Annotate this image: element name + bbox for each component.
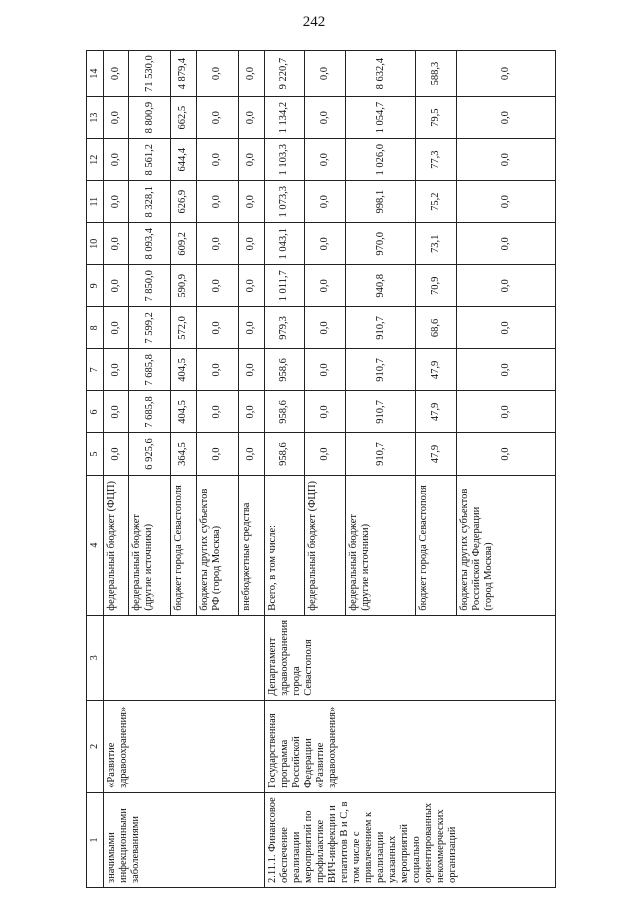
value-cell: 910,7: [346, 307, 416, 349]
group2-col2-cell: Государственная программа Российской Федерации «Развитие здравоохранения»: [264, 700, 555, 792]
value-cell: 590,9: [171, 265, 196, 307]
value-cell: 609,2: [171, 223, 196, 265]
value-cell: 958,6: [264, 391, 305, 433]
value-cell: 940,8: [346, 265, 416, 307]
value-cell: 0,0: [196, 223, 239, 265]
funding-table: [86, 50, 556, 888]
table-row: [264, 51, 305, 888]
value-cell: 0,0: [305, 139, 346, 181]
value-cell: 0,0: [305, 181, 346, 223]
value-cell: 71 530,0: [128, 51, 171, 97]
funding-source-cell: бюджет города Севастополя: [416, 475, 457, 615]
value-cell: 0,0: [103, 349, 128, 391]
value-cell: 73,1: [416, 223, 457, 265]
value-cell: 958,6: [264, 433, 305, 475]
value-cell: 0,0: [305, 307, 346, 349]
header-cell: 6: [87, 391, 104, 433]
value-cell: 1 026,0: [346, 139, 416, 181]
value-cell: 8 328,1: [128, 181, 171, 223]
header-cell: 12: [87, 139, 104, 181]
value-cell: 75,2: [416, 181, 457, 223]
value-cell: 9 220,7: [264, 51, 305, 97]
value-cell: 0,0: [196, 181, 239, 223]
value-cell: 626,9: [171, 181, 196, 223]
value-cell: 0,0: [103, 97, 128, 139]
funding-source-cell: федеральный бюджет (другие источники): [346, 475, 416, 615]
header-cell: 14: [87, 51, 104, 97]
funding-source-cell: федеральный бюджет (ФЦП): [103, 475, 128, 615]
header-cell: 3: [87, 615, 104, 700]
header-cell: 7: [87, 349, 104, 391]
funding-source-cell: федеральный бюджет (ФЦП): [305, 475, 346, 615]
value-cell: 0,0: [103, 139, 128, 181]
funding-source-cell: Всего, в том числе:: [264, 475, 305, 615]
value-cell: 47,9: [416, 433, 457, 475]
value-cell: 998,1: [346, 181, 416, 223]
value-cell: 0,0: [457, 181, 556, 223]
value-cell: 1 073,3: [264, 181, 305, 223]
table-container: [86, 50, 556, 888]
header-cell: 1: [87, 792, 104, 887]
value-cell: 8 632,4: [346, 51, 416, 97]
value-cell: 1 011,7: [264, 265, 305, 307]
value-cell: 0,0: [196, 349, 239, 391]
value-cell: 68,6: [416, 307, 457, 349]
value-cell: 4 879,4: [171, 51, 196, 97]
group2-col1-cell: 2.11.1. Финансовое обеспечение реализации мероприятий по профилактике ВИЧ-инфекции и гепатитов B и C, в том числе с привлечением к реализации указанных мероприятий социально ориентированных некоммерческих организаций: [264, 792, 555, 887]
header-cell: 10: [87, 223, 104, 265]
value-cell: 0,0: [305, 433, 346, 475]
value-cell: 0,0: [457, 223, 556, 265]
value-cell: 958,6: [264, 349, 305, 391]
funding-source-cell: федеральный бюджет (другие источники): [128, 475, 171, 615]
value-cell: 910,7: [346, 349, 416, 391]
value-cell: 0,0: [457, 349, 556, 391]
header-cell: 2: [87, 700, 104, 792]
value-cell: 0,0: [103, 265, 128, 307]
value-cell: 0,0: [305, 391, 346, 433]
value-cell: 404,5: [171, 349, 196, 391]
value-cell: 572,0: [171, 307, 196, 349]
value-cell: 0,0: [457, 51, 556, 97]
value-cell: 0,0: [239, 97, 264, 139]
value-cell: 0,0: [103, 433, 128, 475]
value-cell: 0,0: [196, 391, 239, 433]
value-cell: 0,0: [103, 391, 128, 433]
value-cell: 0,0: [239, 265, 264, 307]
value-cell: 910,7: [346, 391, 416, 433]
value-cell: 0,0: [239, 139, 264, 181]
value-cell: 0,0: [305, 265, 346, 307]
value-cell: 0,0: [305, 97, 346, 139]
value-cell: 47,9: [416, 349, 457, 391]
value-cell: 0,0: [239, 223, 264, 265]
value-cell: 0,0: [305, 223, 346, 265]
value-cell: 0,0: [239, 51, 264, 97]
value-cell: 1 043,1: [264, 223, 305, 265]
value-cell: 0,0: [239, 181, 264, 223]
value-cell: 0,0: [305, 349, 346, 391]
value-cell: 0,0: [103, 223, 128, 265]
value-cell: 77,3: [416, 139, 457, 181]
value-cell: 0,0: [457, 307, 556, 349]
value-cell: 7 599,2: [128, 307, 171, 349]
header-cell: 8: [87, 307, 104, 349]
value-cell: 0,0: [196, 307, 239, 349]
value-cell: 910,7: [346, 433, 416, 475]
value-cell: 0,0: [239, 307, 264, 349]
group1-col1-cell: значимыми инфекционными заболеваниями: [103, 792, 264, 887]
funding-source-cell: бюджет города Севастополя: [171, 475, 196, 615]
value-cell: 364,5: [171, 433, 196, 475]
value-cell: 644,4: [171, 139, 196, 181]
header-cell: 13: [87, 97, 104, 139]
table-row: [103, 51, 128, 888]
value-cell: 0,0: [239, 433, 264, 475]
value-cell: 588,3: [416, 51, 457, 97]
value-cell: 0,0: [196, 97, 239, 139]
value-cell: 47,9: [416, 391, 457, 433]
rotated-table-frame: [86, 50, 556, 888]
value-cell: 0,0: [103, 181, 128, 223]
funding-source-cell: внебюджетные средства: [239, 475, 264, 615]
value-cell: 662,5: [171, 97, 196, 139]
value-cell: 0,0: [196, 433, 239, 475]
header-cell: 4: [87, 475, 104, 615]
value-cell: 0,0: [457, 97, 556, 139]
value-cell: 0,0: [196, 139, 239, 181]
value-cell: 0,0: [239, 391, 264, 433]
value-cell: 0,0: [457, 265, 556, 307]
value-cell: 1 103,3: [264, 139, 305, 181]
value-cell: 0,0: [196, 265, 239, 307]
value-cell: 0,0: [239, 349, 264, 391]
value-cell: 404,5: [171, 391, 196, 433]
page-number: 242: [302, 14, 326, 30]
value-cell: 979,3: [264, 307, 305, 349]
value-cell: 970,0: [346, 223, 416, 265]
value-cell: 0,0: [305, 51, 346, 97]
value-cell: 0,0: [103, 307, 128, 349]
value-cell: 6 925,6: [128, 433, 171, 475]
value-cell: 8 800,9: [128, 97, 171, 139]
value-cell: 0,0: [196, 51, 239, 97]
value-cell: 7 850,0: [128, 265, 171, 307]
value-cell: 0,0: [457, 391, 556, 433]
funding-source-cell: бюджеты других субъектов РФ (город Москва): [196, 475, 239, 615]
value-cell: 1 054,7: [346, 97, 416, 139]
group1-col2-cell: «Развитие здравоохранения»: [103, 700, 264, 792]
header-cell: 11: [87, 181, 104, 223]
value-cell: 79,5: [416, 97, 457, 139]
funding-source-cell: бюджеты других субъектов Российской Федерации (город Москва): [457, 475, 556, 615]
header-cell: 9: [87, 265, 104, 307]
header-cell: 5: [87, 433, 104, 475]
group1-col3-cell: [103, 615, 264, 700]
value-cell: 8 561,2: [128, 139, 171, 181]
value-cell: 0,0: [103, 51, 128, 97]
table-body: [103, 51, 556, 888]
group2-col3-cell: Департамент здравоохранения города Севастополя: [264, 615, 555, 700]
value-cell: 0,0: [457, 139, 556, 181]
value-cell: 0,0: [457, 433, 556, 475]
value-cell: 7 685,8: [128, 349, 171, 391]
value-cell: 8 093,4: [128, 223, 171, 265]
value-cell: 1 134,2: [264, 97, 305, 139]
value-cell: 7 685,8: [128, 391, 171, 433]
value-cell: 70,9: [416, 265, 457, 307]
header-row: [87, 51, 104, 888]
